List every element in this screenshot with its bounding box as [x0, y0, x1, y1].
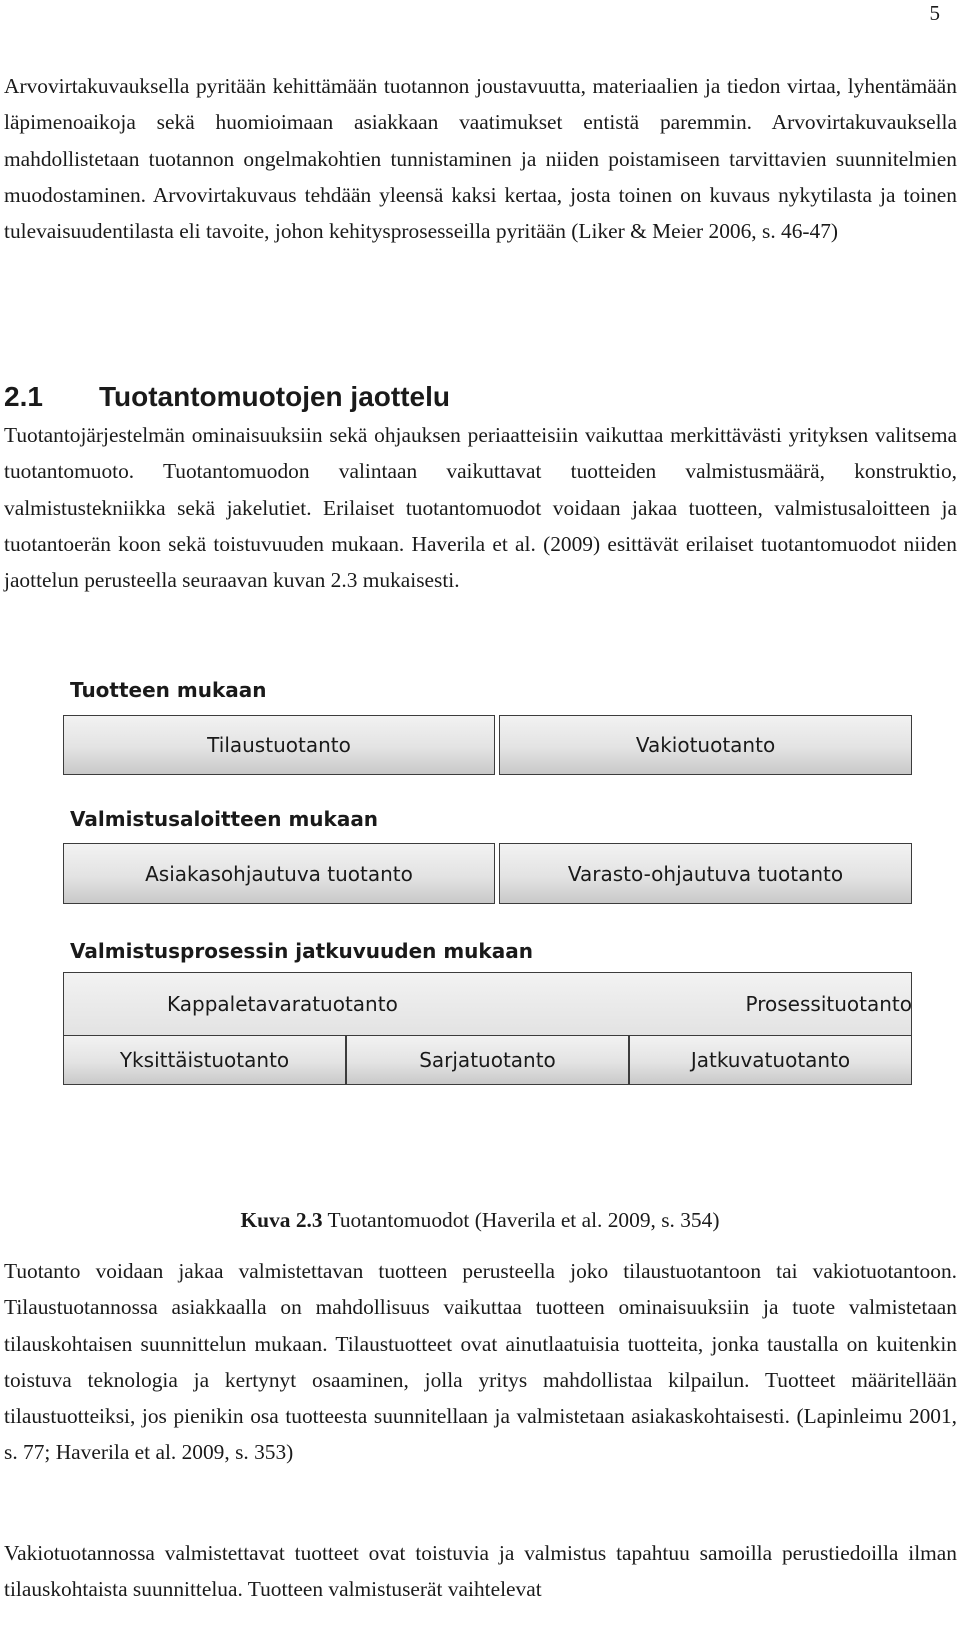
box-sarjatuotanto: Sarjatuotanto — [346, 1035, 629, 1085]
section-title: Tuotantomuotojen jaottelu — [99, 381, 450, 412]
section-heading — [4, 377, 450, 417]
box-jatkuvatuotanto: Jatkuvatuotanto — [629, 1035, 912, 1085]
label-kappaletavaratuotanto: Kappaletavaratuotanto — [167, 991, 398, 1016]
section-paragraph: Tuotantojärjestelmän ominaisuuksiin sekä ohjauksen periaatteisiin vaikuttaa merkittävästi yrityksen valitsema tuotantomuoto. Tuotantomuodon valintaan vaikuttavat tuotteiden valmistusmäärä, konstruktio, valmistustekniikka sekä jakelutiet. Erilaiset tuotantomuodot voidaan jakaa tuotteen, valmistusaloitteen ja tuotantoerän koon sekä toistuvuuden mukaan. Haverila et al. (2009) esittävät erilaiset tuotantomuodot niiden jaottelun perusteella seuraavan kuvan 2.3 mukaisesti. — [4, 423, 957, 593]
section-number: 2.1 — [4, 381, 43, 412]
group-title-continuity: Valmistusprosessin jatkuvuuden mukaan — [70, 939, 533, 963]
caption-text: Tuotantomuodot (Haverila et al. 2009, s. 354) — [322, 1208, 720, 1232]
page-number: 5 — [929, 1, 940, 25]
box-vakiotuotanto: Vakiotuotanto — [499, 715, 912, 775]
group-title-product: Tuotteen mukaan — [70, 678, 267, 702]
box-asiakasohjautuva: Asiakasohjautuva tuotanto — [63, 843, 495, 904]
box-varasto-ohjautuva: Varasto-ohjautuva tuotanto — [499, 843, 912, 904]
continuity-top-row — [63, 972, 912, 1035]
figure-caption — [0, 1205, 960, 1235]
intro-paragraph: Arvovirtakuvauksella pyritään kehittämään tuotannon joustavuutta, materiaalien ja tiedon virtaa, lyhentämään läpimenoaikoja sekä huomioimaan asiakkaan vaatimukset entistä paremmin. Arvovirtakuvauksella mahdollistetaan tuotannon ongelmakohtien tunnistaminen ja niiden poistamiseen tarvittavien suunnitelmien muodostaminen. Arvovirtakuvaus tehdään yleensä kaksi kertaa, josta toinen on kuvaus nykytilasta ja toinen tulevaisuudentilasta eli tavoite, johon kehitysprosesseilla pyritään (Liker & Meier 2006, s. 46-47) — [4, 74, 957, 244]
body-paragraph-2: Vakiotuotannossa valmistettavat tuotteet ovat toistuvia ja valmistus tapahtuu samoilla perustiedoilla ilman tilauskohtaista suunnittelua. Tuotteen valmistuserät vaihtelevat — [4, 1541, 957, 1602]
box-tilaustuotanto: Tilaustuotanto — [63, 715, 495, 775]
group-title-initiative: Valmistusaloitteen mukaan — [70, 807, 379, 831]
box-yksittaistuotanto: Yksittäistuotanto — [63, 1035, 346, 1085]
production-types-figure — [0, 678, 960, 1180]
caption-label: Kuva 2.3 — [240, 1208, 323, 1232]
label-prosessituotanto: Prosessituotanto — [745, 991, 912, 1016]
body-paragraph-1: Tuotanto voidaan jakaa valmistettavan tuotteen perusteella joko tilaustuotantoon tai vakiotuotantoon. Tilaustuotannossa asiakkaalla on mahdollisuus vaikuttaa tuotteen ominaisuuksiin ja tuote valmistetaan tilauskohtaisen suunnittelun mukaan. Tilaustuotteet ovat ainutlaatuisia tuotteita, jonka taustalla on kuitenkin toistuva teknologia ja kertynyt osaaminen, jolla yritys mahdollistaa kilpailun. Tuotteet määritellään tilaustuotteiksi, jos pienikin osa tuotteesta suunnitellaan ja valmistetaan asiakaskohtaisesti. (Lapinleimu 2001, s. 77; Haverila et al. 2009, s. 353) — [4, 1259, 957, 1465]
